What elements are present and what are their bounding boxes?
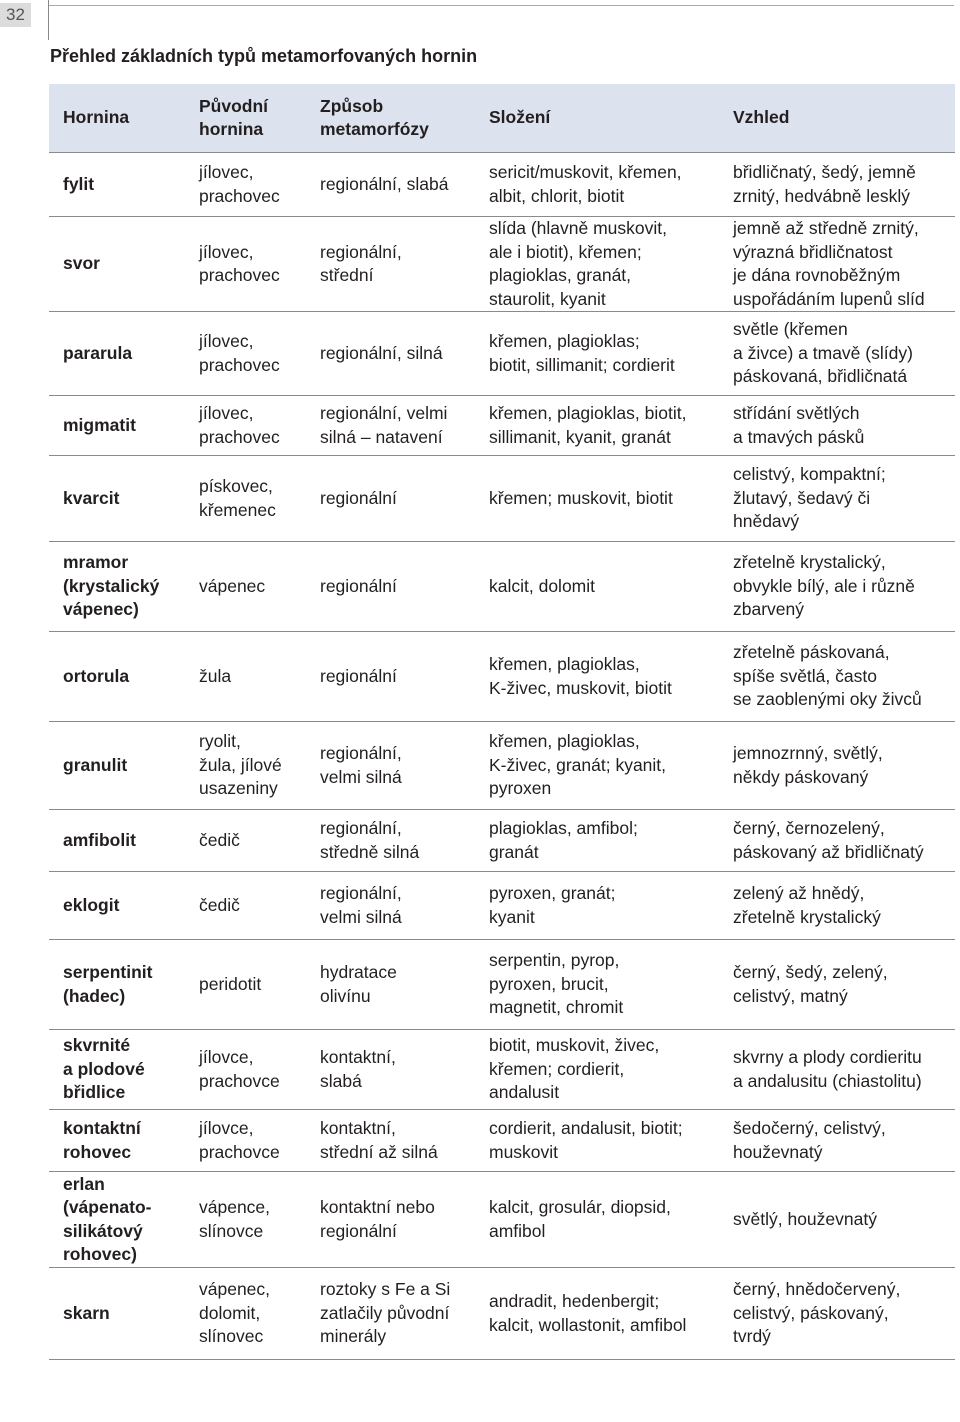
cell-zpusob: kontaktní, střední až silná bbox=[306, 1110, 475, 1172]
cell-vzhled: jemně až středně zrnitý, výrazná břidličnatost je dána rovnoběžným uspořádáním lupenů slíd bbox=[719, 217, 955, 312]
cell-zpusob: roztoky s Fe a Si zatlačily původní minerály bbox=[306, 1268, 475, 1360]
cell-puvodni: ryolit, žula, jílové usazeniny bbox=[185, 722, 306, 810]
table-row bbox=[49, 1172, 955, 1268]
cell-hornina: migmatit bbox=[49, 396, 185, 456]
rock-table bbox=[49, 84, 955, 1360]
table-row bbox=[49, 312, 955, 396]
page-title: Přehled základních typů metamorfovaných hornin bbox=[50, 46, 478, 66]
cell-slozeni: cordierit, andalusit, biotit; muskovit bbox=[475, 1110, 719, 1172]
cell-vzhled: celistvý, kompaktní; žlutavý, šedavý či hnědavý bbox=[719, 456, 955, 542]
header-slozeni: Složení bbox=[475, 84, 719, 153]
cell-zpusob: regionální, středně silná bbox=[306, 810, 475, 872]
cell-vzhled: světle (křemen a živce) a tmavě (slídy) páskovaná, břidličnatá bbox=[719, 312, 955, 396]
cell-puvodni: pískovec, křemenec bbox=[185, 456, 306, 542]
cell-zpusob: regionální, velmi silná bbox=[306, 872, 475, 940]
table-row bbox=[49, 1268, 955, 1360]
cell-puvodni: jílovce, prachovce bbox=[185, 1110, 306, 1172]
cell-zpusob: hydratace olivínu bbox=[306, 940, 475, 1030]
cell-zpusob: regionální, střední bbox=[306, 217, 475, 312]
cell-slozeni: pyroxen, granát; kyanit bbox=[475, 872, 719, 940]
cell-slozeni: sericit/muskovit, křemen, albit, chlorit, biotit bbox=[475, 153, 719, 217]
table-row bbox=[49, 1110, 955, 1172]
cell-hornina: ortorula bbox=[49, 632, 185, 722]
cell-hornina: granulit bbox=[49, 722, 185, 810]
header-puvodni: Původní hornina bbox=[185, 84, 306, 153]
header-vzhled: Vzhled bbox=[719, 84, 955, 153]
cell-slozeni: serpentin, pyrop, pyroxen, brucit, magnetit, chromit bbox=[475, 940, 719, 1030]
cell-vzhled: světlý, houževnatý bbox=[719, 1172, 955, 1268]
cell-vzhled: břidličnatý, šedý, jemně zrnitý, hedvábně lesklý bbox=[719, 153, 955, 217]
cell-slozeni: křemen, plagioklas, K-živec, muskovit, biotit bbox=[475, 632, 719, 722]
cell-vzhled: černý, hnědočervený, celistvý, páskovaný, tvrdý bbox=[719, 1268, 955, 1360]
table-row bbox=[49, 396, 955, 456]
cell-hornina: eklogit bbox=[49, 872, 185, 940]
cell-slozeni: kalcit, dolomit bbox=[475, 542, 719, 632]
cell-puvodni: vápenec bbox=[185, 542, 306, 632]
cell-puvodni: jílovec, prachovec bbox=[185, 217, 306, 312]
cell-slozeni: biotit, muskovit, živec, křemen; cordierit, andalusit bbox=[475, 1030, 719, 1110]
cell-zpusob: regionální bbox=[306, 542, 475, 632]
cell-zpusob: regionální, velmi silná – natavení bbox=[306, 396, 475, 456]
cell-slozeni: křemen, plagioklas, K-živec, granát; kyanit, pyroxen bbox=[475, 722, 719, 810]
cell-puvodni: čedič bbox=[185, 810, 306, 872]
page-number: 32 bbox=[0, 3, 31, 27]
header-hornina: Hornina bbox=[49, 84, 185, 153]
cell-slozeni: kalcit, grosulár, diopsid, amfibol bbox=[475, 1172, 719, 1268]
cell-zpusob: regionální, velmi silná bbox=[306, 722, 475, 810]
cell-hornina: amfibolit bbox=[49, 810, 185, 872]
cell-hornina: erlan (vápenato- silikátový rohovec) bbox=[49, 1172, 185, 1268]
cell-hornina: skvrnité a plodové břidlice bbox=[49, 1030, 185, 1110]
cell-puvodni: vápence, slínovce bbox=[185, 1172, 306, 1268]
cell-slozeni: slída (hlavně muskovit, ale i biotit), křemen; plagioklas, granát, staurolit, kyanit bbox=[475, 217, 719, 312]
table-row bbox=[49, 1030, 955, 1110]
top-rule bbox=[49, 5, 954, 6]
cell-zpusob: regionální, slabá bbox=[306, 153, 475, 217]
cell-hornina: serpentinit (hadec) bbox=[49, 940, 185, 1030]
table-body bbox=[49, 153, 955, 1360]
cell-slozeni: plagioklas, amfibol; granát bbox=[475, 810, 719, 872]
cell-slozeni: křemen; muskovit, biotit bbox=[475, 456, 719, 542]
table-row bbox=[49, 722, 955, 810]
cell-vzhled: zelený až hnědý, zřetelně krystalický bbox=[719, 872, 955, 940]
table-row bbox=[49, 632, 955, 722]
table-row bbox=[49, 810, 955, 872]
table-row bbox=[49, 872, 955, 940]
cell-hornina: fylit bbox=[49, 153, 185, 217]
cell-vzhled: zřetelně krystalický, obvykle bílý, ale i různě zbarvený bbox=[719, 542, 955, 632]
cell-vzhled: jemnozrnný, světlý, někdy páskovaný bbox=[719, 722, 955, 810]
cell-slozeni: andradit, hedenbergit; kalcit, wollastonit, amfibol bbox=[475, 1268, 719, 1360]
cell-puvodni: žula bbox=[185, 632, 306, 722]
cell-zpusob: regionální bbox=[306, 632, 475, 722]
cell-vzhled: zřetelně páskovaná, spíše světlá, často se zaoblenými oky živců bbox=[719, 632, 955, 722]
cell-vzhled: šedočerný, celistvý, houževnatý bbox=[719, 1110, 955, 1172]
cell-hornina: svor bbox=[49, 217, 185, 312]
cell-puvodni: jílovec, prachovec bbox=[185, 312, 306, 396]
cell-puvodni: vápenec, dolomit, slínovec bbox=[185, 1268, 306, 1360]
table-row bbox=[49, 940, 955, 1030]
header-zpusob: Způsob metamorfózy bbox=[306, 84, 475, 153]
cell-puvodni: čedič bbox=[185, 872, 306, 940]
cell-zpusob: kontaktní, slabá bbox=[306, 1030, 475, 1110]
cell-hornina: mramor (krystalický vápenec) bbox=[49, 542, 185, 632]
header-row bbox=[49, 84, 955, 153]
cell-hornina: kvarcit bbox=[49, 456, 185, 542]
cell-slozeni: křemen, plagioklas, biotit, sillimanit, kyanit, granát bbox=[475, 396, 719, 456]
cell-puvodni: jílovec, prachovec bbox=[185, 396, 306, 456]
cell-hornina: skarn bbox=[49, 1268, 185, 1360]
cell-zpusob: regionální bbox=[306, 456, 475, 542]
page-number-divider bbox=[48, 0, 49, 40]
cell-puvodni: peridotit bbox=[185, 940, 306, 1030]
cell-vzhled: černý, šedý, zelený, celistvý, matný bbox=[719, 940, 955, 1030]
cell-zpusob: regionální, silná bbox=[306, 312, 475, 396]
table-row bbox=[49, 542, 955, 632]
table-row bbox=[49, 153, 955, 217]
cell-vzhled: střídání světlých a tmavých pásků bbox=[719, 396, 955, 456]
cell-puvodni: jílovec, prachovec bbox=[185, 153, 306, 217]
cell-vzhled: skvrny a plody cordieritu a andalusitu (chiastolitu) bbox=[719, 1030, 955, 1110]
table-row bbox=[49, 456, 955, 542]
table-row bbox=[49, 217, 955, 312]
cell-zpusob: kontaktní nebo regionální bbox=[306, 1172, 475, 1268]
cell-hornina: pararula bbox=[49, 312, 185, 396]
cell-puvodni: jílovce, prachovce bbox=[185, 1030, 306, 1110]
cell-vzhled: černý, černozelený, páskovaný až břidličnatý bbox=[719, 810, 955, 872]
cell-slozeni: křemen, plagioklas; biotit, sillimanit; cordierit bbox=[475, 312, 719, 396]
cell-hornina: kontaktní rohovec bbox=[49, 1110, 185, 1172]
